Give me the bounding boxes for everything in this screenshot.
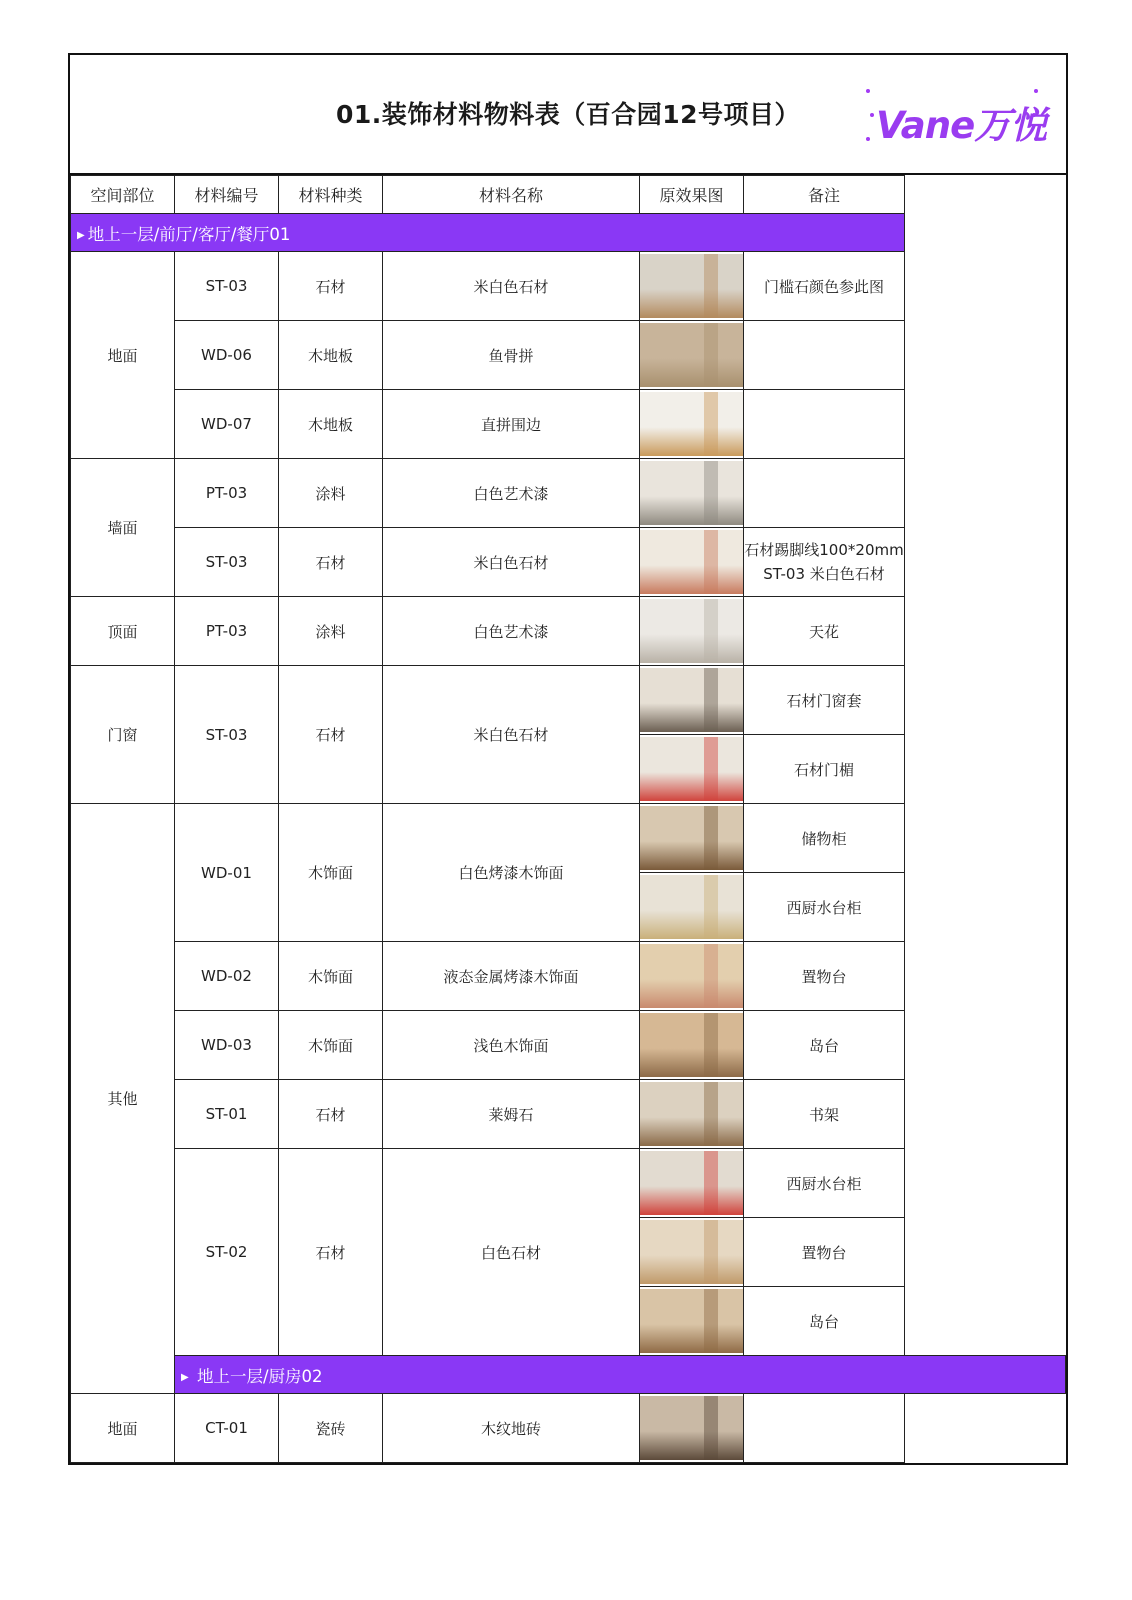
section-label <box>175 1356 1066 1394</box>
table-row <box>71 666 1066 735</box>
cell-image <box>640 1149 744 1218</box>
cell-image <box>640 666 744 735</box>
photo-thumb <box>640 806 743 870</box>
table-row <box>71 528 1066 597</box>
material-sheet <box>68 53 1068 1465</box>
cell-code: ST-03 <box>175 252 279 321</box>
cell-name: 米白色石材 <box>383 666 640 804</box>
cell-code: PT-03 <box>175 459 279 528</box>
cell-note <box>744 1394 905 1463</box>
cell-image <box>640 597 744 666</box>
photo-thumb <box>640 875 743 939</box>
cell-kind: 石材 <box>279 1080 383 1149</box>
sheet-header <box>70 55 1066 175</box>
cell-note: 西厨水台柜 <box>744 873 905 942</box>
cell-note <box>744 528 905 597</box>
photo-detail <box>704 1396 718 1460</box>
photo-thumb <box>640 944 743 1008</box>
table-row <box>71 1011 1066 1080</box>
cell-image <box>640 1011 744 1080</box>
page-title: 01.装饰材料物料表（百合园12号项目） <box>335 100 801 129</box>
photo-thumb <box>640 323 743 387</box>
cell-area: 其他 <box>71 804 175 1394</box>
photo-thumb <box>640 737 743 801</box>
cell-image <box>640 1080 744 1149</box>
cell-code: ST-03 <box>175 666 279 804</box>
cell-note: 置物台 <box>744 1218 905 1287</box>
photo-thumb <box>640 1151 743 1215</box>
cell-note <box>744 321 905 390</box>
cell-note: 岛台 <box>744 1011 905 1080</box>
vane-logo <box>866 89 1047 147</box>
cell-kind: 涂料 <box>279 459 383 528</box>
photo-thumb <box>640 1289 743 1353</box>
photo-detail <box>704 392 718 456</box>
triangle-icon: ▶ <box>77 229 85 241</box>
cell-name: 浅色木饰面 <box>383 1011 640 1080</box>
photo-detail <box>704 530 718 594</box>
cell-image <box>640 735 744 804</box>
table-row <box>71 1149 1066 1218</box>
cell-kind: 木饰面 <box>279 1011 383 1080</box>
cell-image <box>640 804 744 873</box>
table-row <box>71 942 1066 1011</box>
cell-name: 鱼骨拼 <box>383 321 640 390</box>
section-row <box>71 1356 1066 1394</box>
cell-code: ST-02 <box>175 1149 279 1356</box>
cell-name: 米白色石材 <box>383 252 640 321</box>
logo-text: Vane万悦 <box>876 104 1047 147</box>
photo-detail <box>704 599 718 663</box>
cell-kind: 石材 <box>279 1149 383 1356</box>
cell-image <box>640 1287 744 1356</box>
cell-kind: 木地板 <box>279 390 383 459</box>
photo-detail <box>704 323 718 387</box>
cell-code: WD-01 <box>175 804 279 942</box>
cell-image <box>640 1394 744 1463</box>
photo-detail <box>704 1151 718 1215</box>
cell-note: 天花 <box>744 597 905 666</box>
section-title: 地上一层/厨房02 <box>196 1366 323 1386</box>
cell-note: 岛台 <box>744 1287 905 1356</box>
photo-thumb <box>640 392 743 456</box>
cell-code: ST-03 <box>175 528 279 597</box>
cell-note: 石材门窗套 <box>744 666 905 735</box>
photo-detail <box>704 944 718 1008</box>
col-header-image: 原效果图 <box>640 176 744 214</box>
cell-name: 白色烤漆木饰面 <box>383 804 640 942</box>
cell-note: 西厨水台柜 <box>744 1149 905 1218</box>
cell-image <box>640 390 744 459</box>
cell-image <box>640 459 744 528</box>
photo-detail <box>704 254 718 318</box>
section-row <box>71 214 1066 252</box>
photo-thumb <box>640 1220 743 1284</box>
table-row <box>71 252 1066 321</box>
cell-image <box>640 528 744 597</box>
cell-note <box>744 459 905 528</box>
cell-kind: 石材 <box>279 252 383 321</box>
cell-note: 储物柜 <box>744 804 905 873</box>
cell-area: 墙面 <box>71 459 175 597</box>
photo-detail <box>704 1220 718 1284</box>
cell-note: 书架 <box>744 1080 905 1149</box>
photo-detail <box>704 737 718 801</box>
material-table <box>70 175 1066 1463</box>
cell-note: 置物台 <box>744 942 905 1011</box>
table-row <box>71 1080 1066 1149</box>
photo-detail <box>704 1289 718 1353</box>
cell-name: 莱姆石 <box>383 1080 640 1149</box>
photo-detail <box>704 668 718 732</box>
table-row <box>71 597 1066 666</box>
photo-thumb <box>640 668 743 732</box>
col-header-note: 备注 <box>744 176 905 214</box>
table-row <box>71 1394 1066 1463</box>
photo-detail <box>704 806 718 870</box>
table-row <box>71 804 1066 873</box>
cell-kind: 木饰面 <box>279 804 383 942</box>
cell-code: WD-06 <box>175 321 279 390</box>
table-row <box>71 459 1066 528</box>
cell-image <box>640 942 744 1011</box>
table-row <box>71 321 1066 390</box>
cell-image <box>640 873 744 942</box>
cell-area: 地面 <box>71 1394 175 1463</box>
photo-thumb <box>640 1013 743 1077</box>
photo-thumb <box>640 599 743 663</box>
cell-name: 白色艺术漆 <box>383 597 640 666</box>
cell-code: PT-03 <box>175 597 279 666</box>
col-header-kind: 材料种类 <box>279 176 383 214</box>
section-label <box>71 214 905 252</box>
photo-detail <box>704 1082 718 1146</box>
cell-kind: 石材 <box>279 528 383 597</box>
col-header-name: 材料名称 <box>383 176 640 214</box>
cell-code: ST-01 <box>175 1080 279 1149</box>
note-line: 石材踢脚线100*20mm <box>744 541 904 559</box>
cell-image <box>640 252 744 321</box>
cell-image <box>640 1218 744 1287</box>
section-title: 地上一层/前厅/客厅/餐厅01 <box>87 224 291 244</box>
cell-kind: 涂料 <box>279 597 383 666</box>
cell-kind: 木饰面 <box>279 942 383 1011</box>
cell-code: CT-01 <box>175 1394 279 1463</box>
cell-name: 白色石材 <box>383 1149 640 1356</box>
table-row <box>71 390 1066 459</box>
cell-name: 白色艺术漆 <box>383 459 640 528</box>
photo-thumb <box>640 1082 743 1146</box>
triangle-icon: ▶ <box>181 1371 189 1383</box>
cell-kind: 瓷砖 <box>279 1394 383 1463</box>
cell-kind: 石材 <box>279 666 383 804</box>
photo-detail <box>704 875 718 939</box>
cell-code: WD-07 <box>175 390 279 459</box>
photo-detail <box>704 1013 718 1077</box>
cell-note: 门槛石颜色参此图 <box>744 252 905 321</box>
cell-image <box>640 321 744 390</box>
note-line: ST-03 米白色石材 <box>763 565 885 583</box>
cell-note <box>744 390 905 459</box>
cell-area: 顶面 <box>71 597 175 666</box>
photo-thumb <box>640 1396 743 1460</box>
photo-thumb <box>640 461 743 525</box>
cell-code: WD-03 <box>175 1011 279 1080</box>
col-header-area: 空间部位 <box>71 176 175 214</box>
cell-area: 地面 <box>71 252 175 459</box>
cell-name: 米白色石材 <box>383 528 640 597</box>
cell-code: WD-02 <box>175 942 279 1011</box>
photo-thumb <box>640 254 743 318</box>
photo-detail <box>704 461 718 525</box>
col-header-code: 材料编号 <box>175 176 279 214</box>
cell-name: 直拼围边 <box>383 390 640 459</box>
photo-thumb <box>640 530 743 594</box>
cell-name: 液态金属烤漆木饰面 <box>383 942 640 1011</box>
cell-note: 石材门楣 <box>744 735 905 804</box>
cell-kind: 木地板 <box>279 321 383 390</box>
cell-area: 门窗 <box>71 666 175 804</box>
table-header-row <box>71 176 1066 214</box>
cell-name: 木纹地砖 <box>383 1394 640 1463</box>
